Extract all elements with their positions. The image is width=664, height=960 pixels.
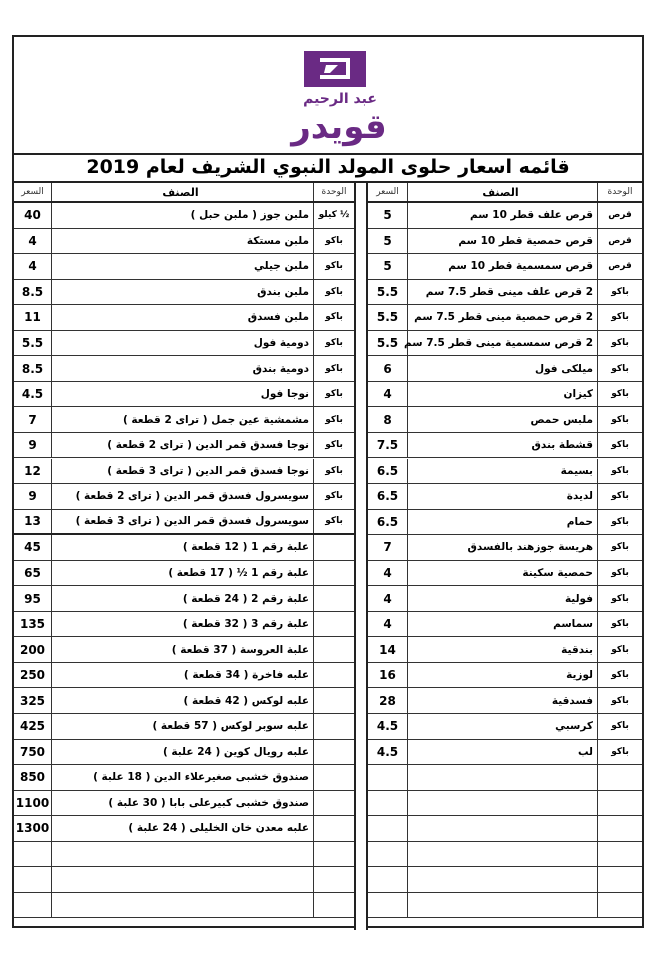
header-unit: الوحدة <box>607 187 633 197</box>
price-cell: 8.5 <box>14 356 52 381</box>
item-cell: ملبس حمص <box>408 407 598 432</box>
unit-cell: باكو <box>611 363 629 374</box>
item-cell: ميلكى فول <box>408 356 598 381</box>
item-cell: قرص سمسمية قطر 10 سم <box>408 254 598 279</box>
table-row <box>14 407 354 433</box>
table-row <box>368 893 642 919</box>
item-cell: سماسم <box>408 612 598 637</box>
item-cell: سويسرول فسدق قمر الدين ( ترای 3 قطعة ) <box>52 510 314 534</box>
item-cell <box>408 791 598 816</box>
unit-cell: باكو <box>325 516 343 527</box>
price-cell: 6.5 <box>368 484 408 509</box>
item-cell <box>408 867 598 892</box>
table-divider <box>354 183 368 930</box>
price-cell: 4.5 <box>368 740 408 765</box>
table-row <box>368 280 642 306</box>
table-row <box>368 407 642 433</box>
table-header-row <box>368 183 642 203</box>
item-cell <box>408 842 598 867</box>
item-cell: دومية بندق <box>52 356 314 381</box>
item-cell: قرص حمصية قطر 10 سم <box>408 229 598 254</box>
unit-cell <box>598 893 642 918</box>
item-cell: علبه فاخرة ( 34 قطعة ) <box>52 663 314 688</box>
item-cell: صندوق خشبى كبيرعلى بابا ( 30 علبة ) <box>52 791 314 816</box>
brand-name: قويدر <box>291 107 387 147</box>
unit-cell: باكو <box>325 389 343 400</box>
unit-cell <box>314 714 354 739</box>
table-row <box>368 433 642 459</box>
unit-cell <box>314 612 354 637</box>
table-row <box>368 356 642 382</box>
table-row <box>14 791 354 817</box>
price-cell: 5.5 <box>368 331 408 356</box>
header-price: السعر <box>368 183 408 201</box>
price-cell: 1300 <box>14 816 52 841</box>
price-cell <box>14 893 52 918</box>
unit-cell: قرص <box>608 235 632 246</box>
price-cell: 5.5 <box>368 305 408 330</box>
price-cell: 95 <box>14 586 52 611</box>
price-cell: 5 <box>368 203 408 228</box>
table-row <box>14 586 354 612</box>
item-cell: 2 قرص حمصية مينى قطر 7.5 سم <box>408 305 598 330</box>
price-cell: 7 <box>14 407 52 432</box>
unit-cell: باكو <box>611 286 629 297</box>
item-cell <box>408 893 598 918</box>
price-cell: 250 <box>14 663 52 688</box>
price-cell: 8 <box>368 407 408 432</box>
item-cell: ملبن فسدق <box>52 305 314 330</box>
table-row <box>368 305 642 331</box>
unit-cell: باكو <box>325 414 343 425</box>
price-list-frame <box>12 35 644 928</box>
table-row <box>14 867 354 893</box>
item-cell: صندوق خشبى صغيرعلاء الدين ( 18 علبة ) <box>52 765 314 790</box>
item-cell: ملبن جوز ( ملبن حبل ) <box>52 203 314 228</box>
table-row <box>368 229 642 255</box>
unit-cell <box>314 663 354 688</box>
price-cell <box>368 893 408 918</box>
price-cell: 12 <box>14 459 52 484</box>
table-row <box>368 637 642 663</box>
item-cell: مشمشية عين جمل ( ترای 2 قطعة ) <box>52 407 314 432</box>
table-row <box>14 229 354 255</box>
price-cell: 6 <box>368 356 408 381</box>
unit-cell: باكو <box>611 746 629 757</box>
table-row <box>368 714 642 740</box>
price-cell: 14 <box>368 637 408 662</box>
unit-cell <box>314 791 354 816</box>
table-row <box>14 765 354 791</box>
table-row <box>368 842 642 868</box>
unit-cell <box>314 637 354 662</box>
item-cell: علبه رويال كوين ( 24 علبة ) <box>52 740 314 765</box>
price-cell: 7 <box>368 535 408 560</box>
header-unit: الوحدة <box>321 187 347 197</box>
unit-cell: ½ كيلو <box>318 210 350 221</box>
item-cell: لديدة <box>408 484 598 509</box>
unit-cell: باكو <box>611 644 629 655</box>
table-header-row <box>14 183 354 203</box>
item-cell: علبة رقم 2 ( 24 قطعة ) <box>52 586 314 611</box>
price-cell <box>368 765 408 790</box>
unit-cell <box>314 765 354 790</box>
unit-cell: باكو <box>611 670 629 681</box>
unit-cell <box>598 816 642 841</box>
brand-name-small: عبد الرحيم <box>303 91 377 107</box>
table-row <box>14 561 354 587</box>
unit-cell: قرص <box>608 261 632 272</box>
item-cell: دومية فول <box>52 331 314 356</box>
unit-cell: باكو <box>611 338 629 349</box>
table-row <box>14 254 354 280</box>
item-cell: علبة رقم 1 ( 12 قطعة ) <box>52 535 314 560</box>
item-cell: حمصية سكينة <box>408 561 598 586</box>
table-row <box>14 893 354 919</box>
item-cell: علبة رقم 1 ½ ( 17 قطعة ) <box>52 561 314 586</box>
price-cell: 5.5 <box>14 331 52 356</box>
price-cell: 9 <box>14 433 52 458</box>
price-cell: 4.5 <box>368 714 408 739</box>
table-row <box>14 612 354 638</box>
unit-cell: باكو <box>611 695 629 706</box>
unit-cell: باكو <box>611 414 629 425</box>
item-cell: 2 قرص علف مينى قطر 7.5 سم <box>408 280 598 305</box>
unit-cell: باكو <box>325 465 343 476</box>
table-row <box>14 382 354 408</box>
unit-cell <box>598 791 642 816</box>
price-cell <box>368 791 408 816</box>
unit-cell: باكو <box>325 261 343 272</box>
item-cell: ملبن بندق <box>52 280 314 305</box>
unit-cell: باكو <box>611 389 629 400</box>
price-cell: 425 <box>14 714 52 739</box>
item-cell: لوزية <box>408 663 598 688</box>
table-row <box>14 433 354 459</box>
table-row <box>368 459 642 485</box>
header-item: الصنف <box>52 183 314 201</box>
price-cell: 4 <box>368 382 408 407</box>
unit-cell: باكو <box>611 491 629 502</box>
table-row <box>14 663 354 689</box>
unit-cell <box>314 867 354 892</box>
price-cell: 5 <box>368 254 408 279</box>
item-cell: ملبن جيلي <box>52 254 314 279</box>
price-cell: 200 <box>14 637 52 662</box>
price-cell <box>368 816 408 841</box>
price-cell <box>14 867 52 892</box>
unit-cell: باكو <box>611 567 629 578</box>
item-cell: ملبن مستكة <box>52 229 314 254</box>
unit-cell <box>314 740 354 765</box>
item-cell: علبه سوبر لوكس ( 57 قطعة ) <box>52 714 314 739</box>
price-cell: 4 <box>368 612 408 637</box>
table-row <box>368 765 642 791</box>
unit-cell: باكو <box>325 491 343 502</box>
item-cell: فولية <box>408 586 598 611</box>
price-cell: 325 <box>14 688 52 713</box>
table-row <box>14 356 354 382</box>
unit-cell: باكو <box>611 516 629 527</box>
price-cell: 7.5 <box>368 433 408 458</box>
table-row <box>368 688 642 714</box>
price-cell: 135 <box>14 612 52 637</box>
unit-cell: باكو <box>611 312 629 323</box>
price-cell: 28 <box>368 688 408 713</box>
table-row <box>14 714 354 740</box>
item-cell: سويسرول فسدق قمر الدين ( ترای 2 قطعة ) <box>52 484 314 509</box>
item-cell: بندقية <box>408 637 598 662</box>
table-row <box>368 535 642 561</box>
unit-cell: باكو <box>325 312 343 323</box>
table-row <box>14 280 354 306</box>
unit-cell <box>314 816 354 841</box>
unit-cell <box>598 867 642 892</box>
table-row <box>368 331 642 357</box>
unit-cell: قرص <box>608 210 632 221</box>
price-cell: 4.5 <box>14 382 52 407</box>
table-row <box>14 740 354 766</box>
price-cell: 750 <box>14 740 52 765</box>
unit-cell <box>314 586 354 611</box>
table-row <box>368 484 642 510</box>
table-row <box>14 816 354 842</box>
price-cell <box>14 842 52 867</box>
price-cell: 6.5 <box>368 510 408 535</box>
item-cell: علبة العروسة ( 37 قطعة ) <box>52 637 314 662</box>
price-cell: 40 <box>14 203 52 228</box>
unit-cell <box>314 535 354 560</box>
unit-cell: باكو <box>325 440 343 451</box>
price-cell: 4 <box>368 586 408 611</box>
brand-logo-mark <box>304 51 366 87</box>
right-price-table <box>368 183 642 930</box>
item-cell: علبه لوكس ( 42 قطعة ) <box>52 688 314 713</box>
unit-cell: باكو <box>325 286 343 297</box>
table-row <box>368 254 642 280</box>
table-row <box>14 203 354 229</box>
table-row <box>368 586 642 612</box>
unit-cell <box>314 893 354 918</box>
item-cell <box>52 842 314 867</box>
item-cell: نوجا فسدق قمر الدين ( ترای 2 قطعة ) <box>52 433 314 458</box>
table-row <box>368 816 642 842</box>
table-row <box>14 688 354 714</box>
unit-cell: باكو <box>611 440 629 451</box>
item-cell: كيزان <box>408 382 598 407</box>
price-cell: 4 <box>14 254 52 279</box>
table-row <box>14 484 354 510</box>
table-row <box>14 331 354 357</box>
price-cell: 5.5 <box>368 280 408 305</box>
page-title: قائمه اسعار حلوى المولد النبوي الشريف لعام 2019 <box>14 153 642 183</box>
unit-cell: باكو <box>325 235 343 246</box>
item-cell: حمام <box>408 510 598 535</box>
unit-cell <box>598 765 642 790</box>
table-row <box>368 510 642 536</box>
table-row <box>368 663 642 689</box>
item-cell: بسيمة <box>408 459 598 484</box>
table-row <box>14 510 354 536</box>
table-row <box>14 459 354 485</box>
price-cell <box>368 867 408 892</box>
table-row <box>14 535 354 561</box>
item-cell: لب <box>408 740 598 765</box>
item-cell: قرص علف قطر 10 سم <box>408 203 598 228</box>
unit-cell: باكو <box>611 721 629 732</box>
table-row <box>14 842 354 868</box>
unit-cell: باكو <box>325 363 343 374</box>
item-cell: قشطة بندق <box>408 433 598 458</box>
price-cell: 8.5 <box>14 280 52 305</box>
unit-cell <box>314 688 354 713</box>
item-cell: هريسة جوزهند بالفسدق <box>408 535 598 560</box>
price-cell: 4 <box>368 561 408 586</box>
table-row <box>368 561 642 587</box>
unit-cell <box>598 842 642 867</box>
price-cell: 9 <box>14 484 52 509</box>
price-cell: 850 <box>14 765 52 790</box>
unit-cell <box>314 842 354 867</box>
price-cell: 65 <box>14 561 52 586</box>
item-cell <box>408 816 598 841</box>
item-cell: 2 قرص سمسمية مينى قطر 7.5 سم <box>408 331 598 356</box>
item-cell: كرسبي <box>408 714 598 739</box>
item-cell: فسدقية <box>408 688 598 713</box>
unit-cell: باكو <box>611 542 629 553</box>
item-cell: نوجا فسدق قمر الدين ( ترای 3 قطعة ) <box>52 459 314 484</box>
price-cell: 1100 <box>14 791 52 816</box>
header-price: السعر <box>14 183 52 201</box>
item-cell <box>408 765 598 790</box>
table-row <box>368 791 642 817</box>
price-cell: 4 <box>14 229 52 254</box>
table-row <box>368 612 642 638</box>
table-row <box>368 203 642 229</box>
table-row <box>368 740 642 766</box>
price-cell: 45 <box>14 535 52 560</box>
item-cell: علبه معدن خان الخليلى ( 24 علبة ) <box>52 816 314 841</box>
price-cell <box>368 842 408 867</box>
table-row <box>14 305 354 331</box>
left-price-table <box>14 183 354 930</box>
price-cell: 16 <box>368 663 408 688</box>
item-cell: نوجا فول <box>52 382 314 407</box>
logo-area <box>14 37 642 155</box>
unit-cell: باكو <box>611 593 629 604</box>
item-cell <box>52 867 314 892</box>
item-cell: علبة رقم 3 ( 32 قطعة ) <box>52 612 314 637</box>
unit-cell: باكو <box>611 465 629 476</box>
header-item: الصنف <box>408 183 598 201</box>
price-cell: 13 <box>14 510 52 534</box>
unit-cell <box>314 561 354 586</box>
table-row <box>368 382 642 408</box>
table-row <box>368 867 642 893</box>
item-cell <box>52 893 314 918</box>
price-cell: 5 <box>368 229 408 254</box>
unit-cell: باكو <box>325 338 343 349</box>
price-cell: 6.5 <box>368 459 408 484</box>
table-row <box>14 637 354 663</box>
unit-cell: باكو <box>611 619 629 630</box>
price-cell: 11 <box>14 305 52 330</box>
